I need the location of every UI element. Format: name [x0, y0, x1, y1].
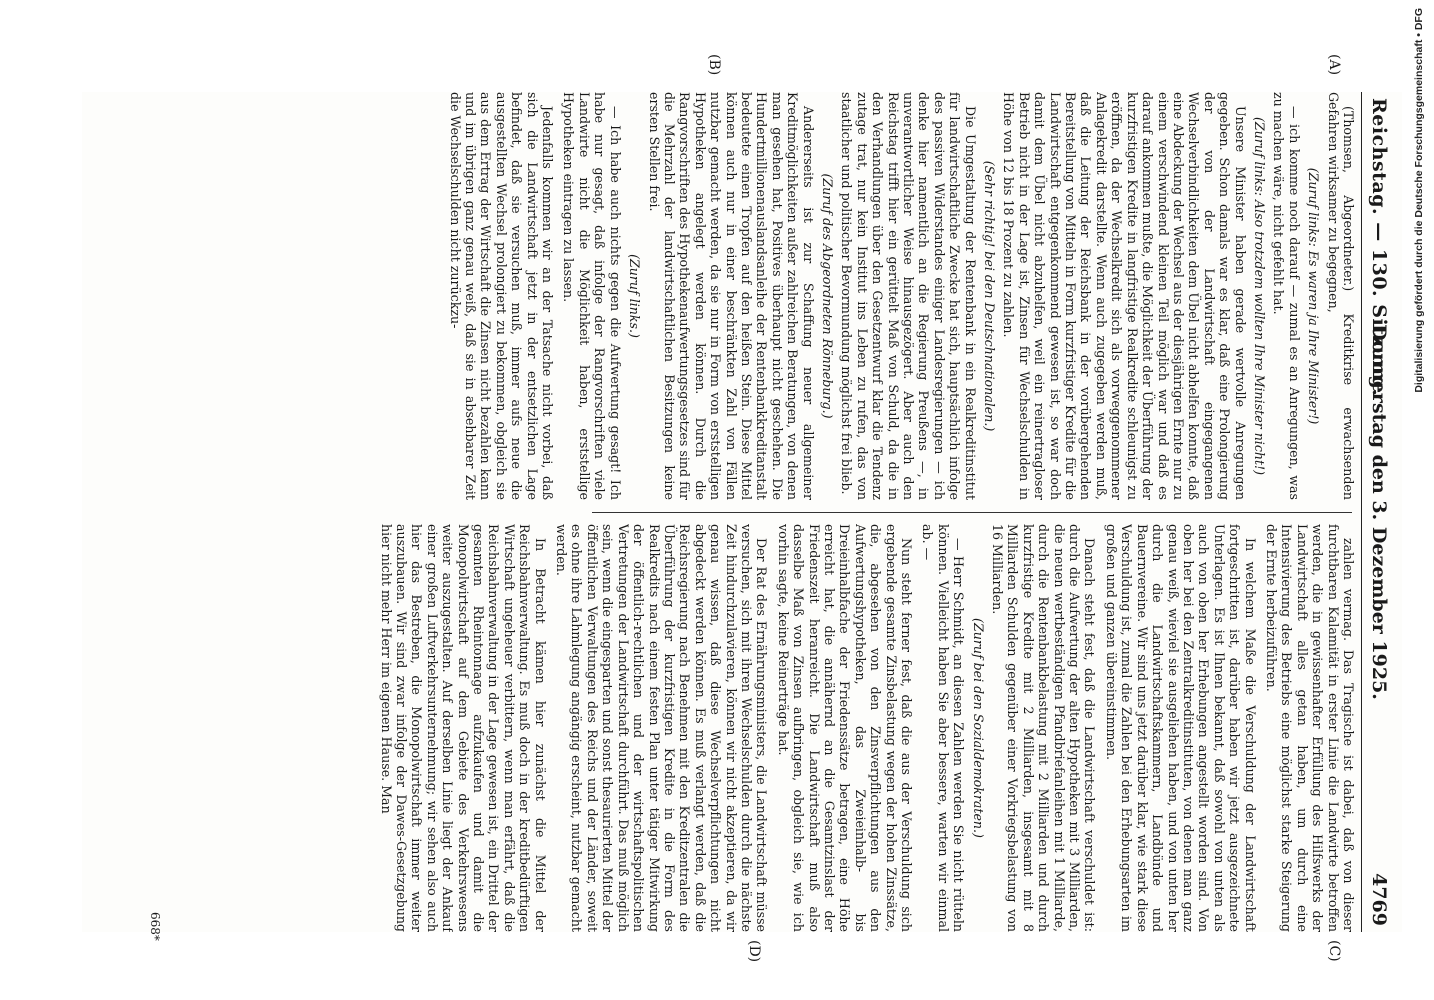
- paragraph: — Herr Schmidt, an diesen Zahlen werden Sie nicht rütteln können. Vielleicht haben Sie aber bessere, warten wir einmal ab. —: [920, 524, 967, 932]
- interjection: (Zuruf des Abgeordneten Rönneburg.): [820, 173, 835, 419]
- scanned-page: [82, 54, 1402, 963]
- margin-marker-a: (A): [1326, 54, 1342, 76]
- text-columns: [86, 92, 1356, 932]
- paragraph: In welchem Maße die Verschuldung der Landwirtschaft fortgeschritten ist, darüber haben wir jetzt ausgezeichnete Unterlagen. Es ist Ihnen bekannt, daß sowohl von unten als auch von oben her Erhebungen angestellt worden sind. Von oben her bei den Zentralkreditinstituten, von denen man ganz genau weiß, wieviel sie ausgeliehen haben, und von unten her durch die Landwirtschaftskammern, Landbünde und Bauernvereine. Wir sind uns jetzt darüber klar, wie stark diese Verschuldung ist, zumal die Zahlen bei den Erhebungsarten im großen und ganzen übereinstimmen.: [1103, 524, 1258, 932]
- interjection: (Zuruf links.): [627, 254, 643, 338]
- margin-marker-d: (D): [746, 940, 762, 963]
- header-date: Donnerstag den 3. Dezember 1925.: [1368, 324, 1390, 700]
- rotated-page-content: [82, 54, 1402, 963]
- interjection: (Zuruf links: Es waren ja Ihre Minister!): [1306, 167, 1322, 425]
- paragraph: Unsere Minister haben gerade wertvolle Anregungen gegeben. Schon damals war es klar, daß eine Prolongierung der von der Landwirtschaft eingegangenen Wechselverbindlichkeiten dem Übel nicht abhelfen konnte, daß eine Abdeckung der Wechsel aus der diesjährigen Ernte nur zu einem verschwindend kleinen Teil möglich war und daß es darauf ankommen mußte, die Möglichkeit der Überführung der kurzfristigen Kredite in langfristige Realkredite schleunigst zu eröffnen, da der Wechselkredit sich als vorweggenommener Anlagekredit darstellte. Wenn auch zugegeben werden muß, daß die Leitung der Reichsbank in der vorübergehenden Bereitstellung von Mitteln in Form kurzfristiger Kredite für die Landwirtschaft entgegenkommend gewesen ist, so war doch damit dem Übel nicht abzuhelfen, weil ein reinertragloser Betrieb nicht in der Lage ist, Zinsen für Wechselschulden in Höhe von 12 bis 18 Prozent zu zahlen.: [1001, 92, 1248, 500]
- left-column: [86, 92, 1356, 500]
- footer-number: 668*: [148, 912, 162, 941]
- paragraph: — Ich habe auch nichts gegen die Aufwertung gesagt! Ich habe nur gesagt, daß infolge der Rangvorschriften viele Landwirte nicht die Möglichkeit haben, erststellige Hypotheken eintragen zu lassen.: [561, 92, 623, 500]
- page-number: 4769: [1368, 873, 1390, 926]
- header-left: Reichstag. — 130. Sitzung.: [1368, 98, 1390, 397]
- margin-marker-c: (C): [1326, 940, 1342, 962]
- page-header: [1361, 92, 1402, 932]
- paragraph: Danach steht fest, daß die Landwirtschaft verschuldet ist: durch die Aufwertung der alten Hypotheken mit 3 Milliarden, die neuen wertbeständigen Pfandbriefanleihen mit 1 Milliarde, durch die Rentenbankbelastung mit 2 Milliarden und durch kurzfristige Kredite mit 2 Milliarden, insgesamt mit 8 Milliarden Schulden gegenüber einer Vorkriegsbelastung von 16 Milliarden.: [990, 524, 1098, 932]
- paragraph: (Thomsen, Abgeordneter.) Kreditkrise erwachsenden Gefahren wirksamer zu begegnen,: [1325, 92, 1356, 500]
- paragraph: Andererseits ist zur Schaffung neuer allgemeiner Kreditmöglichkeiten außer zahlreichen Beratungen, von denen man gesehen hat, Positives überhaupt nicht geschehen. Die Hundertmillionenauslandsanleihe der Rentenbankkreditanstalt bedeutete einen Tropfen auf den heißen Stein. Diese Mittel können auch nur in einer beschränkten Zahl von Fällen nutzbar gemacht werden, da sie nur in Form von erststelligen Hypotheken angelegt werden können. Durch die Rangvorschriften des Hypothekenaufwertungsgesetzes sind für die Mehrzahl der landwirtschaftlichen Besitzungen keine ersten Stellen frei.: [646, 92, 816, 500]
- dfg-sidebar: [1405, 0, 1434, 1000]
- paragraph: Der Rat des Ernährungsministers, die Landwirtschaft müsse versuchen, sich mit ihren Wechselschulden durch die nächste Zeit hindurchzulavieren, können wir nicht akzeptieren, da wir genau wissen, daß diese Wechselverpflichtungen nicht abgedeckt werden können. Es muß verlangt werden, daß die Reichsregierung nach Benehmen mit den Kreditzentralen die Überführung der kurzfristigen Kredite in die Form des Realkredits nach einem festen Plan unter tätiger Mitwirkung der öffentlich-rechtlichen und der wirtschaftspolitischen Vertretungen der Landwirtschaft durchführt. Das muß möglich sein, wenn die eingesparten und sonst thesaurierten Mittel der öffentlichen Verwaltungen des Reichs und der Länder, soweit es ohne ihre Lahmlegung angängig erscheint, nutzbar gemacht werden.: [554, 524, 770, 932]
- paragraph: zahlen vermag. Das Tragische ist dabei, daß von dieser furchtbaren Kalamität in erster Linie die Landwirte betroffen werden, die in gewissenhafter Erfüllung des Hilfswerks der Landwirtschaft alles getan haben, um durch eine Intensivierung des Betriebs eine möglichst starke Steigerung der Ernte herbeizuführen.: [1263, 524, 1356, 932]
- paragraph: — ich komme noch darauf — zumal es an Anregungen, was zu machen wäre, nicht gefehlt hat.: [1271, 92, 1302, 500]
- interjection: (Sehr richtig! bei den Deutschnationalen.): [982, 160, 998, 432]
- margin-marker-b: (B): [706, 54, 722, 76]
- paragraph: Jedenfalls kommen wir an der Tatsache nicht vorbei, daß sich die Landwirtschaft jetzt in der entsetzlichen Lage befindet, daß sie versuchen muß, immer aufs neue die ausgestellten Wechsel prolongiert zu bekommen, obgleich sie aus dem Ertrag der Wirtschaft die Zinsen nicht bezahlen kann und im übrigen ganz genau weiß, daß sie in absehbarer Zeit die Wechselschulden nicht zurückzu-: [447, 92, 556, 500]
- paragraph: In Betracht kämen hier zunächst die Mittel der Reichsbahnverwaltung. Es muß doch in der kreditbedürftigen Wirtschaft ungeheuer verbittern, wenn man erfährt, daß die Reichsbahnverwaltung in der Lage gewesen ist, ein Drittel der gesamten Rheintonnage aufzukaufen und damit die Monopolwirtschaft auf dem Gebiete des Verkehrswesens weiter auszugestalten. Auf derselben Linie liegt der Ankauf einer großen Luftverkehrsunternehmung; wir sehen also auch hier das Bestreben, die Monopolwirtschaft immer weiter auszubauen. Wir sind zwar infolge der Dawes-Gesetzgebung hier nicht mehr Herr im eigenen Hause. Man: [378, 524, 548, 932]
- interjection: (Zuruf bei den Sozialdemokraten.): [970, 618, 986, 838]
- paragraph: Die Umgestaltung der Rentenbank in ein Realkreditinstitut für landwirtschaftliche Zwecke hat sich, hauptsächlich infolge des passiven Widerstandes einiger Landesregierungen — ich denke hier namentlich an die Regierung Preußens —, in unverantwortlicher Weise hinausgezögert. Aber auch den Reichstag trifft hier ein gerüttelt Maß von Schuld, da die in den Verhandlungen über den Gesetzentwurf klar die Tendenz zutage trat, nur kein Institut ins Leben zu rufen, das von staatlicher und politischer Bevormundung möglichst frei blieb.: [839, 92, 978, 500]
- sidebar-text: Digitalisierung gefördert durch die Deutsche Forschungsgemeinschaft • DFG: [1413, 8, 1425, 393]
- paragraph: Nun steht ferner fest, daß die aus der Verschuldung sich ergebende gesamte Zinsbelastung wegen der hohen Zinssätze, die, abgesehen von den Zinsverpflichtungen aus den Aufwertungshypotheken, das Zweieinhalb- bis Dreieinhalbfache der Friedenssätze betragen, eine Höhe erreicht hat, die annähernd an die Gesamtzinslast der Friedenszeit heranreicht. Die Landwirtschaft muß also dasselbe Maß von Zinsen aufbringen, obgleich sie, wie ich vorhin sagte, keine Reinerträge hat.: [775, 524, 915, 932]
- column-divider: [592, 512, 1352, 513]
- right-column: [86, 524, 1356, 932]
- interjection: (Zuruf links: Also trotzdem wollten Ihre Minister nicht!): [1251, 116, 1267, 476]
